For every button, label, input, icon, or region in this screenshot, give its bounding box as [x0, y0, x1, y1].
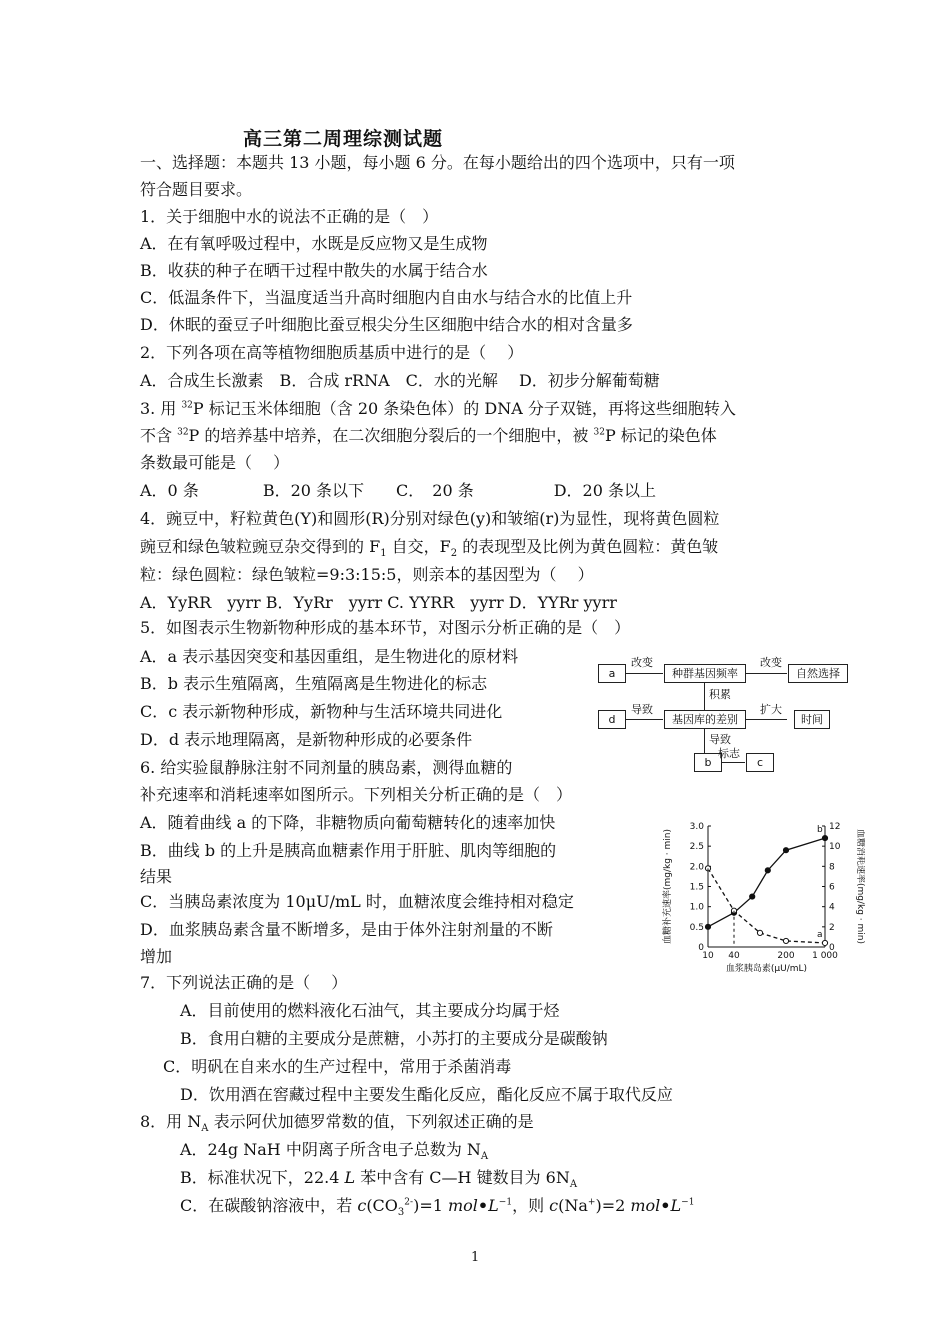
diagram-label-lead-left: 导致 — [631, 703, 653, 716]
question-8-stem: 8．用 $N_A$ 表示阿伏加德罗常数的值，下列叙述正确的是 — [140, 1112, 534, 1135]
arrow-b-to-c — [721, 762, 745, 763]
question-4-stem-line1: 4．豌豆中，籽粒黄色(Y)和圆形(R)分别对绿色(y)和皱缩(r)为显性，现将黄色圆粒 — [140, 509, 720, 528]
series-point-b — [783, 848, 788, 853]
diagram-box-d: d — [598, 710, 626, 729]
left-tick-label: 1.0 — [689, 902, 704, 913]
question-1-option-c: C．低温条件下，当温度适当升高时细胞内自由水与结合水的比值上升 — [140, 288, 633, 307]
question-6-stem-line1: 6. 给实验鼠静脉注射不同剂量的胰岛素，测得血糖的 — [140, 758, 513, 777]
x-tick-label: 40 — [728, 951, 740, 961]
diagram-label-change-right: 改变 — [760, 656, 782, 669]
diagram-box-a: a — [598, 664, 626, 683]
diagram-box-natural-selection: 自然选择 — [788, 664, 848, 683]
question-7-stem: 7．下列说法正确的是（ ） — [140, 973, 348, 992]
right-axis-label: 血糖消耗速率(mg/kg · min) — [855, 828, 865, 945]
question-4-stem-line2: 豌豆和绿色皱粒豌豆杂交得到的 $F_1$ 自交，$F_2$ 的表现型及比例为黄色圆粒：黄色皱 — [140, 537, 719, 560]
right-tick-label: 0 — [829, 943, 835, 953]
question-7-option-b: B．食用白糖的主要成分是蔗糖，小苏打的主要成分是碳酸钠 — [180, 1029, 608, 1048]
series-point-b — [750, 894, 755, 899]
series-line-a — [708, 868, 825, 943]
question-5-option-b: B．b 表示生殖隔离，生殖隔离是生物进化的标志 — [140, 674, 488, 693]
series-point-b — [822, 836, 827, 841]
diagram-label-accumulate: 积累 — [709, 688, 731, 701]
insulin-blood-glucose-chart — [660, 818, 865, 978]
series-label-b: b — [817, 825, 823, 836]
right-tick-label: 2 — [829, 922, 835, 933]
question-5-option-c: C．c 表示新物种形成，新物种与生活环境共同进化 — [140, 702, 503, 721]
question-5-option-d: D．d 表示地理隔离，是新物种形成的必要条件 — [140, 730, 473, 749]
question-1-option-d: D．休眠的蚕豆子叶细胞比蚕豆根尖分生区细胞中结合水的相对含量多 — [140, 315, 633, 334]
question-3-stem-line2: 不含 $^{32}$P 的培养基中培养，在二次细胞分裂后的一个细胞中，被 $^{32}$P 标记的染色体 — [140, 426, 717, 445]
diagram-box-b: b — [694, 753, 722, 772]
question-7-option-a: A．目前使用的燃料液化石油气，其主要成分均属于烃 — [180, 1001, 560, 1020]
series-point-a — [757, 930, 762, 935]
question-6-stem-line2: 补充速率和消耗速率如图所示。下列相关分析正确的是（ ） — [140, 785, 573, 804]
question-6-option-a: A．随着曲线 a 的下降，非糖物质向葡萄糖转化的速率加快 — [140, 813, 556, 832]
left-tick-label: 0 — [698, 943, 704, 953]
right-tick-label: 6 — [829, 882, 835, 893]
question-4-options: A．YyRR yyrr B．YyRr yyrr C. YYRR yyrr D．YYRr yyrr — [140, 593, 617, 612]
question-3-stem-line1: 3. 用 $^{32}$P 标记玉米体细胞（含 20 条染色体）的 DNA 分子双链，再将这些细胞转入 — [140, 399, 736, 418]
question-1-option-a: A．在有氧呼吸过程中，水既是反应物又是生成物 — [140, 234, 488, 253]
section-instruction-cont: 符合题目要求。 — [140, 180, 253, 199]
left-tick-label: 2.5 — [689, 842, 704, 853]
question-4-stem-line3: 粒：绿色圆粒：绿色皱粒=9:3:15:5，则亲本的基因型为（ ） — [140, 565, 594, 584]
question-6-option-d: D．血浆胰岛素含量不断增多，是由于体外注射剂量的不断 — [140, 920, 553, 939]
question-1-option-b: B．收获的种子在晒干过程中散失的水属于结合水 — [140, 261, 488, 280]
series-point-a — [783, 938, 788, 943]
series-point-a — [822, 940, 827, 945]
question-8-option-a: A．24g NaH 中阴离子所含电子总数为 $N_A$ — [180, 1140, 489, 1163]
question-6-option-c: C．当胰岛素浓度为 10μU/mL 时，血糖浓度会维持相对稳定 — [140, 892, 574, 911]
question-7-option-d: D．饮用酒在窖藏过程中主要发生酯化反应，酯化反应不属于取代反应 — [180, 1085, 673, 1104]
page-title: 高三第二周理综测试题 — [243, 128, 444, 150]
arrow-d-to-pool — [625, 719, 663, 720]
question-3-options: A．0 条 B．20 条以下 C． 20 条 D．20 条以上 — [140, 481, 656, 500]
left-axis-label: 血糖补充速率(mg/kg · min) — [663, 828, 673, 945]
series-label-a: a — [817, 929, 823, 940]
question-6-option-d-cont: 增加 — [140, 947, 173, 966]
left-tick-label: 3.0 — [689, 822, 704, 832]
question-8-option-b: B．标准状况下，22.4 L 苯中含有 C—H 键数目为 $6N_A$ — [180, 1168, 578, 1191]
diagram-label-expand: 扩大 — [760, 703, 782, 716]
arrow-freq-to-pool — [704, 683, 705, 710]
left-tick-label: 2.0 — [689, 862, 704, 873]
x-tick-label: 10 — [702, 951, 714, 961]
question-6-option-b-cont: 结果 — [140, 867, 173, 886]
arrow-pool-to-b — [704, 729, 705, 753]
diagram-box-gene-pool-difference: 基因库的差别 — [664, 710, 746, 729]
diagram-label-mark: 标志 — [718, 747, 740, 760]
arrow-selection-to-freq — [745, 673, 787, 674]
diagram-box-gene-frequency: 种群基因频率 — [664, 664, 746, 683]
section-instruction: 一、选择题：本题共 13 小题，每小题 6 分。在每小题给出的四个选项中，只有一项 — [140, 153, 735, 172]
speciation-flow-diagram — [594, 658, 850, 776]
diagram-box-c: c — [746, 753, 774, 772]
question-5-option-a: A．a 表示基因突变和基因重组，是生物进化的原材料 — [140, 647, 519, 666]
question-5-stem: 5．如图表示生物新物种形成的基本环节，对图示分析正确的是（ ） — [140, 618, 631, 637]
chart-svg — [660, 818, 865, 978]
question-2-options: A．合成生长激素 B．合成 rRNA C．水的光解 D．初步分解葡萄糖 — [140, 371, 660, 390]
right-tick-label: 12 — [829, 822, 841, 832]
right-tick-label: 4 — [829, 902, 835, 913]
diagram-label-lead-down: 导致 — [709, 733, 731, 746]
right-tick-label: 8 — [829, 862, 835, 873]
x-axis-label: 血浆胰岛素(μU/mL) — [725, 964, 808, 974]
question-2-stem: 2．下列各项在高等植物细胞质基质中进行的是（ ） — [140, 343, 524, 362]
series-line-b — [708, 838, 825, 927]
question-3-stem-line3: 条数最可能是（ ） — [140, 453, 290, 472]
question-7-option-c: C．明矾在自来水的生产过程中，常用于杀菌消毒 — [163, 1057, 512, 1076]
question-6-option-b: B．曲线 b 的上升是胰高血糖素作用于肝脏、肌肉等细胞的 — [140, 841, 557, 860]
left-tick-label: 0.5 — [689, 922, 704, 933]
x-tick-label: 200 — [777, 951, 795, 961]
question-8-option-c: C．在碳酸钠溶液中，若 $c(CO_3^{2-})=1$ $mol•L^{-1}$，则 c(Na+)=2 $mol•L^{-1}$ — [180, 1196, 695, 1219]
x-tick-label: 1 000 — [812, 951, 838, 961]
question-1-stem: 1．关于细胞中水的说法不正确的是（ ） — [140, 207, 439, 226]
diagram-label-change-left: 改变 — [631, 656, 653, 669]
arrow-time-to-pool — [745, 719, 787, 720]
series-point-b — [765, 868, 770, 873]
page-number: 1 — [471, 1250, 480, 1265]
right-tick-label: 10 — [829, 842, 841, 853]
diagram-box-time: 时间 — [794, 710, 830, 729]
arrow-a-to-freq — [625, 673, 663, 674]
left-tick-label: 1.5 — [689, 882, 704, 893]
